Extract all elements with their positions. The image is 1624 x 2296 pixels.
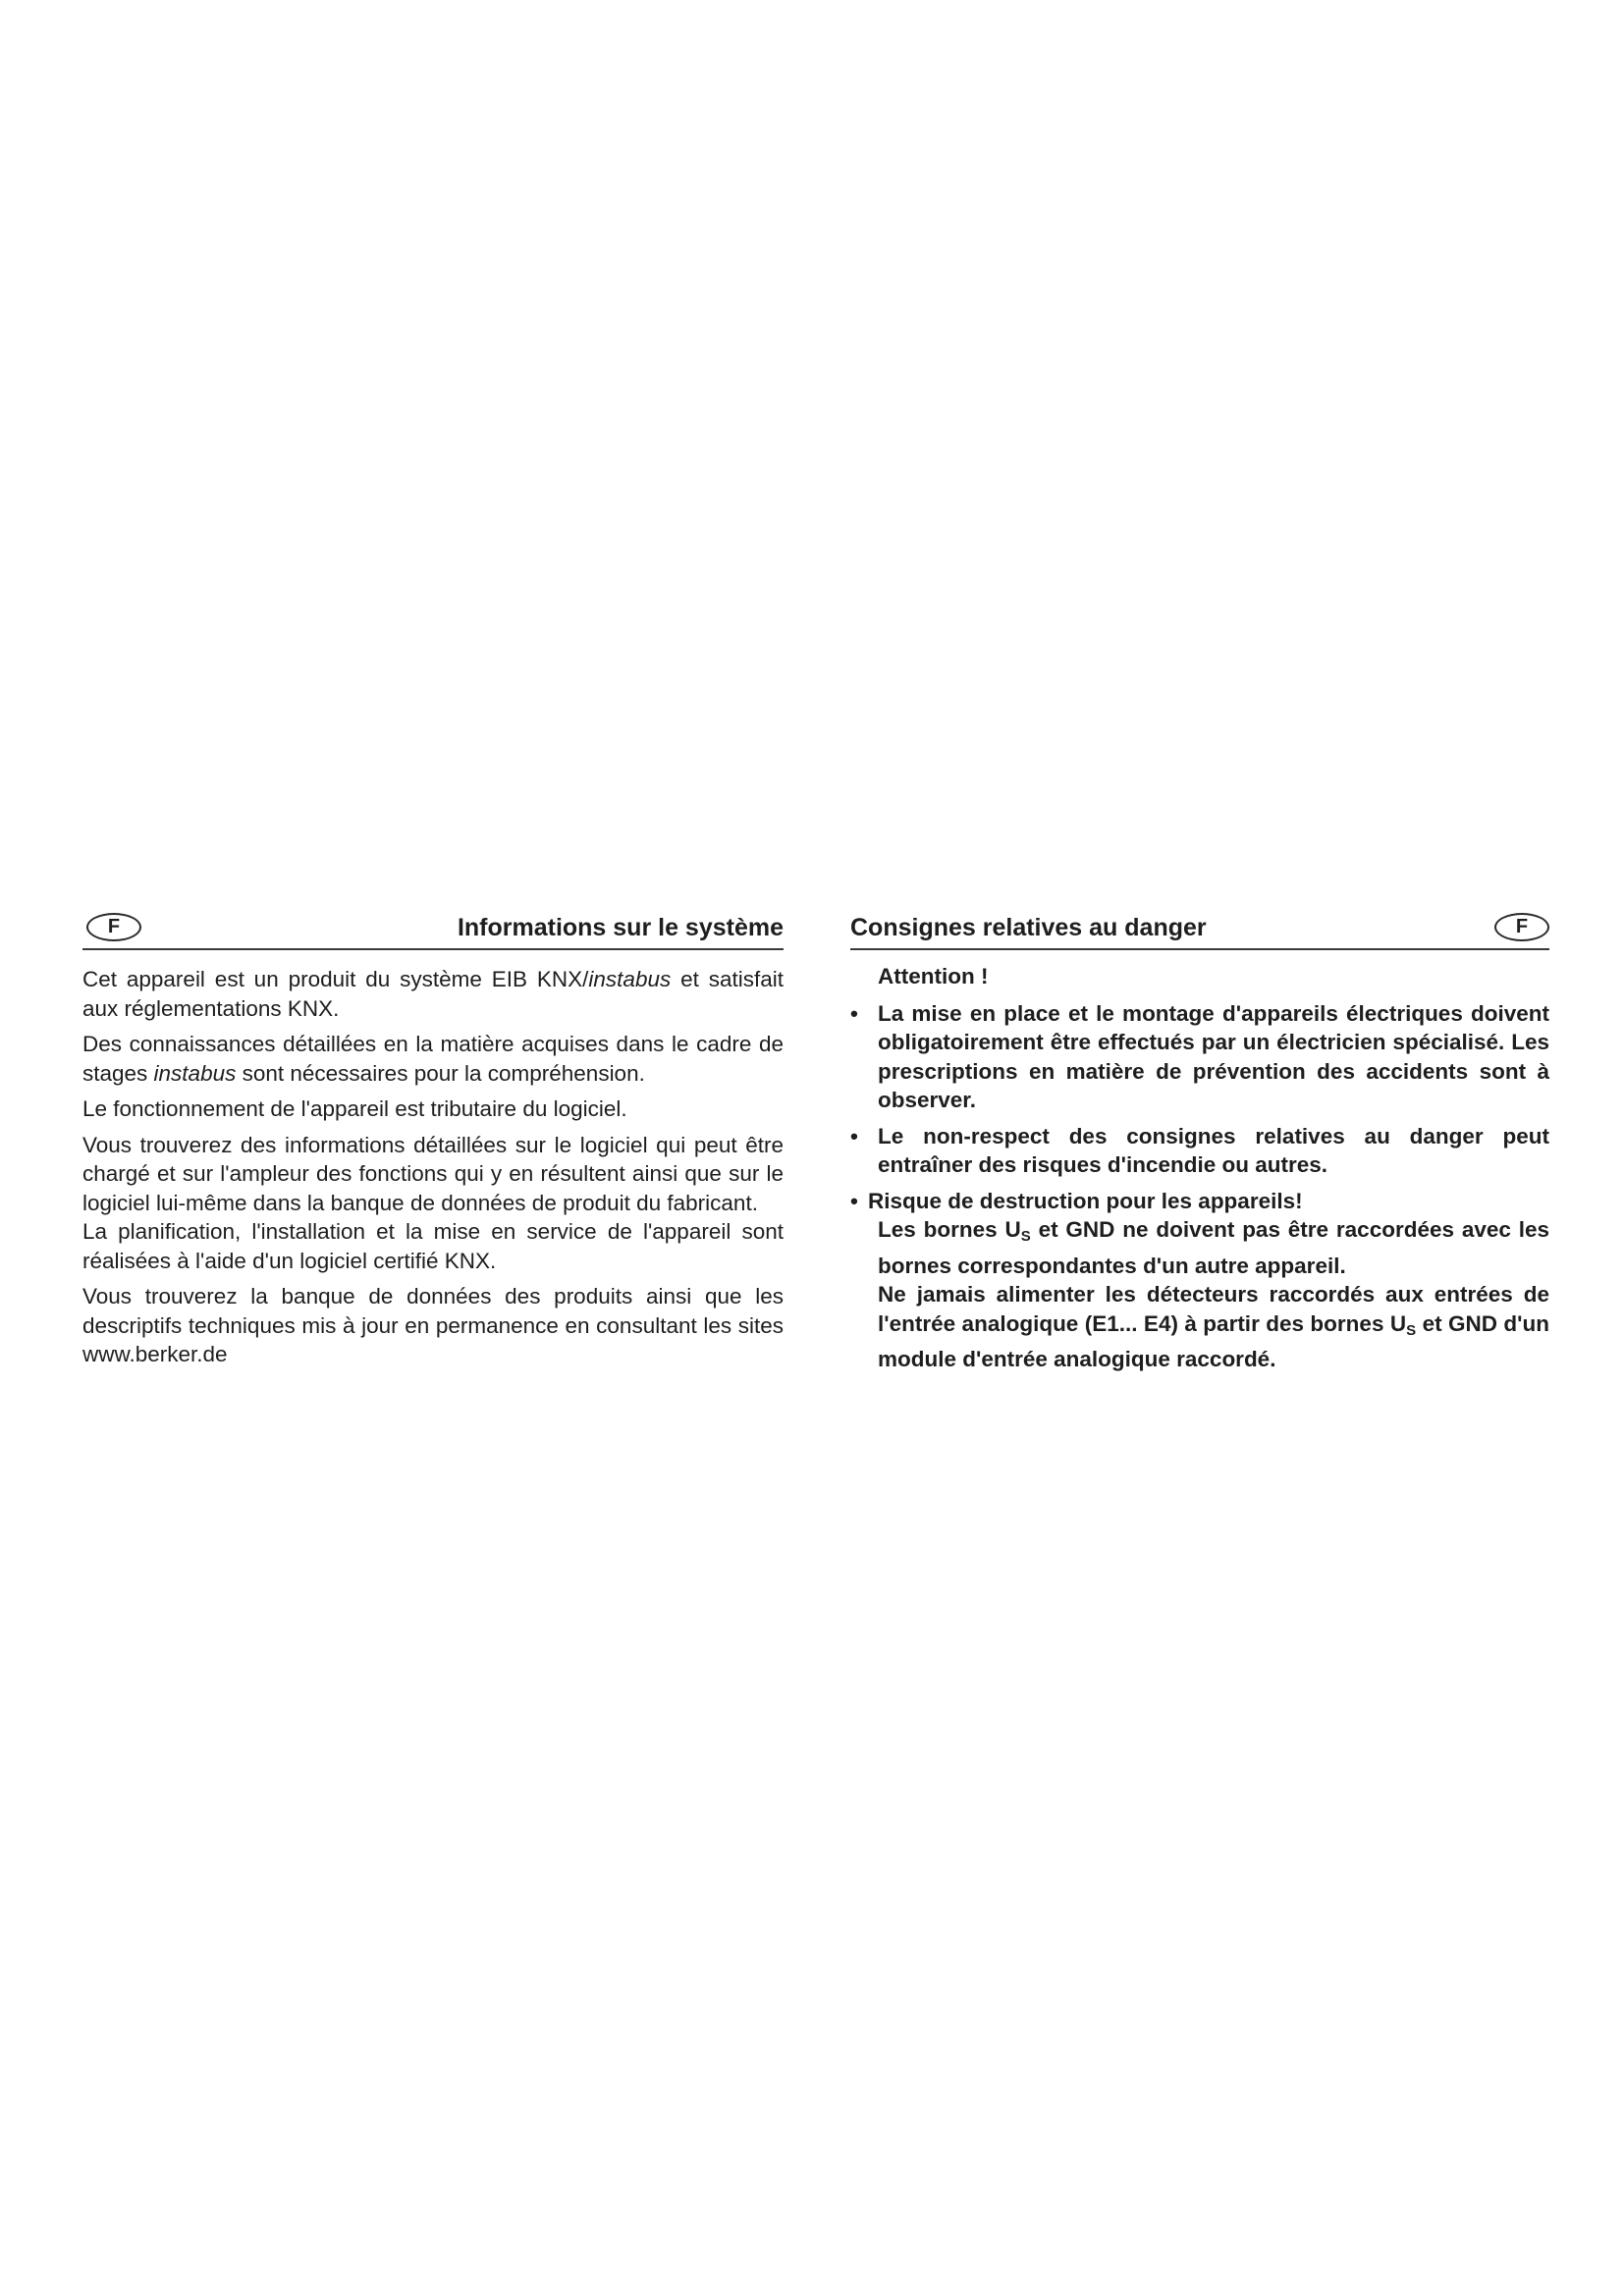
section-title: Consignes relatives au danger [850,914,1207,941]
language-badge: F [1494,913,1549,941]
danger-notes-body [850,962,1549,1374]
list-item: • Risque de destruction pour les appareils! Les bornes $U_S$ et GND ne doivent pas être raccordées avec les bornes correspondantes d'un autre appareil. Ne jamais alimenter les détecteurs raccordés aux entrées de l'entrée analogique (E1... E4) à partir des bornes $U_S$ et GND d'un module d'entrée analogique raccordé. [850,1187,1549,1374]
bullet-mark: • [850,1000,858,1026]
paragraph: Des connaissances détaillées en la matière acquises dans le cadre de stages instabus sont nécessaires pour la compréhension. [82,1032,784,1086]
section-header [850,905,1549,950]
list-item: • La mise en place et le montage d'appareils électriques doivent obligatoirement être effectués par un électricien spécialisé. Les prescriptions en matière de prévention des accidents sont à observer. [850,1000,1549,1112]
danger-notes-section [850,905,1549,1381]
attention-label: Attention ! [878,964,989,988]
warning-line: Ne jamais alimenter les détecteurs raccordés aux entrées de l'entrée analogique (E1... E4) à partir des bornes $U_S$ et GND d'un module d'entrée analogique raccordé. [878,1282,1549,1371]
system-info-section [82,905,784,1376]
paragraph: La planification, l'installation et la mise en service de l'appareil sont réalisées à l'aide d'un logiciel certifié KNX. [82,1219,784,1273]
bullet-mark: • [850,1188,858,1213]
list-item: • Le non-respect des consignes relatives au danger peut entraîner des risques d'incendie ou autres. [850,1123,1549,1177]
paragraph: Vous trouverez des informations détaillées sur le logiciel qui peut être chargé et sur l'ampleur des fonctions qui y en résultent ainsi que sur le logiciel lui-même dans la banque de données de produit du fabricant. [82,1132,784,1215]
warning-line: Les bornes $U_S$ et GND ne doivent pas être raccordées avec les bornes correspondantes d'un autre appareil. [878,1217,1549,1278]
language-badge: F [86,913,141,941]
paragraph: Cet appareil est un produit du système EIB KNX/instabus et satisfait aux réglementations KNX. [82,967,785,1021]
bullet-mark: • [850,1123,858,1148]
section-header [82,905,784,950]
paragraph: Le fonctionnement de l'appareil est tributaire du logiciel. [82,1096,627,1121]
paragraph: Vous trouverez la banque de données des produits ainsi que les descriptifs techniques mis à jour en permanence en consultant les sites www.berker.de [82,1284,784,1366]
system-info-body [82,965,784,1369]
section-title: Informations sur le système [457,914,784,941]
